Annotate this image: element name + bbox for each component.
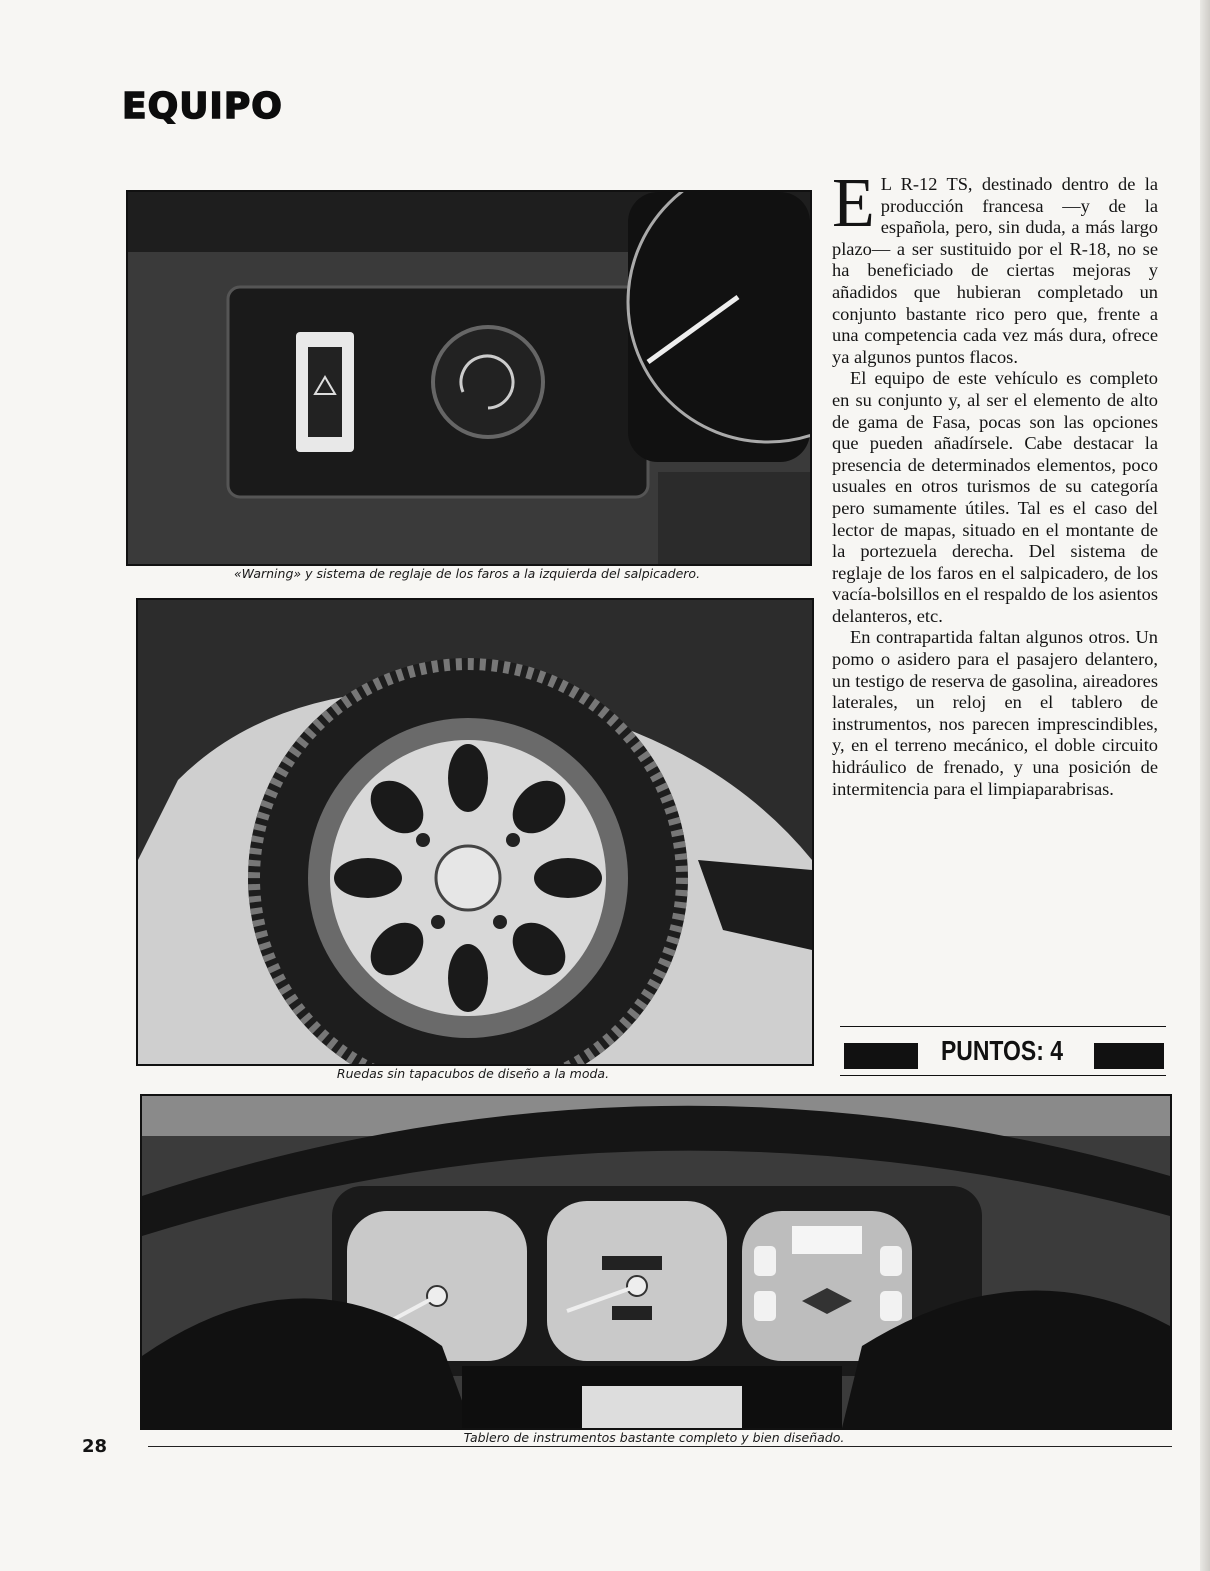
article-paragraph-3: En contrapartida faltan algunos otros. Un pomo o asidero para el pasajero delantero, un testigo de reserva de gasolina, aireadores laterales, un reloj en el tablero de instrumentos, nos parecen imprescindibles, y, en el terreno mecánico, el doble circuito hidráulico de frenado, y una posición de intermitencia para el limpiaparabrisas. [832,627,1158,799]
photo-warning-switch [126,190,812,566]
page-number: 28 [82,1436,108,1457]
score-bar-right [1094,1043,1164,1069]
footer-rule [148,1446,1172,1447]
dashboard-switch-illustration [128,192,810,564]
score-box [840,1026,1166,1076]
page-edge [1200,0,1210,1571]
article-body [832,165,1158,800]
caption-instrument-cluster: Tablero de instrumentos bastante completo y bien diseñado. [463,1430,845,1445]
caption-warning-switch: «Warning» y sistema de reglaje de los faros a la izquierda del salpicadero. [233,566,701,581]
wheel-illustration [138,600,812,1064]
article-paragraph-1-text: L R-12 TS, destinado dentro de la producción francesa —y de la española, pero, sin duda, a más largo plazo— a ser sustituido por el R-18, no se ha beneficiado de ciertas mejoras y añadidos que hubieran completado un conjunto bastante rico pero que, frente a una competencia cada vez más dura, ofrece ya algunos puntos flacos. [832,174,1158,367]
score-label: PUNTOS: 4 [940,1035,1064,1066]
score-bar-left [844,1043,918,1069]
caption-wheel: Ruedas sin tapacubos de diseño a la moda. [336,1066,610,1081]
section-title: EQUIPO [122,86,283,127]
drop-cap: E [832,165,875,242]
article-paragraph-2: El equipo de este vehículo es completo en su conjunto y, al ser el elemento de alto de gama de Fasa, pocas son las opciones que pueden añadírsele. Cabe destacar la presencia de determinados elementos, poco usuales en otros turismos de su categoría pero sumamente útiles. Tal es el caso del lector de mapas, situado en el montante de la portezuela derecha. Del sistema de reglaje de los faros en el salpicadero, de los vacía-bolsillos en el respaldo de los asientos delanteros, etc. [832,368,1158,626]
article-paragraph-1 [832,165,1158,368]
photo-wheel [136,598,814,1066]
instrument-cluster-illustration [142,1096,1170,1428]
photo-instrument-cluster [140,1094,1172,1430]
